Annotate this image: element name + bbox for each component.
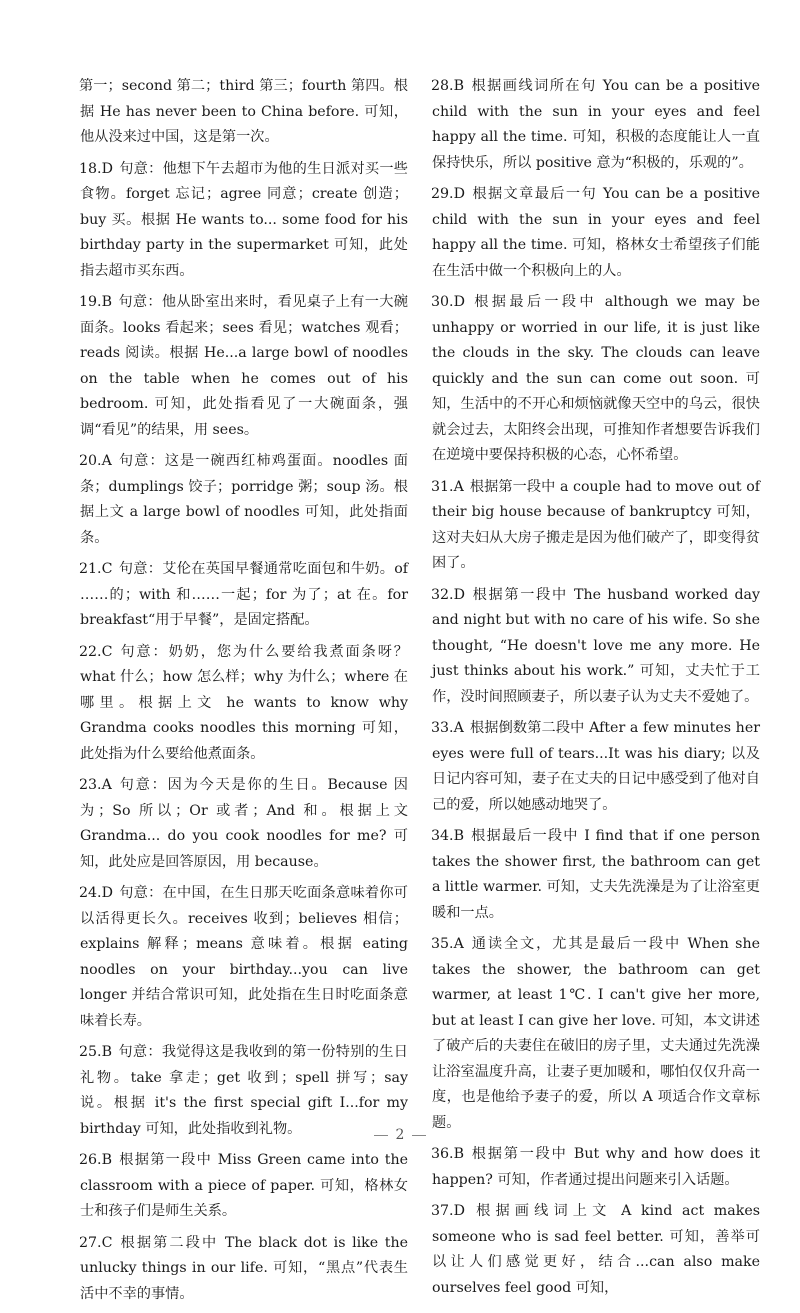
explanation-text: 根据第一段中 Miss Green came into the classroom with a piece of paper. 可知，格林女士和孩子们是师生关系。 xyxy=(80,1152,408,1219)
answer-letter: A xyxy=(453,478,464,495)
question-number: 27. xyxy=(79,1234,102,1251)
answer-entry xyxy=(432,824,760,926)
answer-entry xyxy=(80,1148,408,1225)
question-number: 30. xyxy=(431,294,454,310)
explanation-text: 句意：这是一碗西红柿鸡蛋面。noodles 面条；dumplings 饺子；porridge 粥；soup 汤。根据上文 a large bowl of noodles 可知，此处指面条。 xyxy=(80,453,408,546)
question-number: 21. xyxy=(79,561,102,577)
explanation-text: 根据倒数第二段中 After a few minutes her eyes were full of tears...It was his diary; 以及日记内容可知，妻子在丈夫的日记中感受到了他对自己的爱，所以她感动地哭了。 xyxy=(432,720,760,813)
question-number: 35. xyxy=(431,936,454,952)
page-number: 2 xyxy=(395,1127,405,1143)
explanation-text: 根据文章最后一句 You can be a positive child with the sun in your eyes and feel happy all the time. 可知，格林女士希望孩子们能在生活中做一个积极向上的人。 xyxy=(432,186,760,279)
explanation-text: 通读全文，尤其是最后一段中 When she takes the shower, the bathroom can get warmer, at least 1℃. I can't give her more, but at least I can give her love. 可知，本文讲述了破产后的夫妻住在破旧的房子里，丈夫通过先洗澡让浴室温度升高，让妻子更加暖和，哪怕仅仅升高一度，也是他给予妻子的爱，所以 A 项适合作文章标题。 xyxy=(432,936,760,1131)
answer-entry xyxy=(80,290,408,443)
question-number: 36. xyxy=(431,1146,454,1162)
explanation-text: 根据画线词所在句 You can be a positive child with the sun in your eyes and feel happy all the time. 可知，积极的态度能让人一直保持快乐，所以 positive 意为“积极的，乐观的”。 xyxy=(432,78,760,171)
explanation-text: 句意：艾伦在英国早餐通常吃面包和牛奶。of ……的；with 和……一起；for 为了；at 在。for breakfast“用于早餐”，是固定搭配。 xyxy=(80,561,408,628)
answer-entry xyxy=(80,881,408,1034)
answer-entry xyxy=(80,773,408,875)
answer-entry xyxy=(432,290,760,469)
question-number: 22. xyxy=(79,643,102,660)
question-number: 37. xyxy=(431,1203,454,1219)
answer-letter: A xyxy=(453,936,464,952)
explanation-text: 句意：在中国，在生日那天吃面条意味着你可以活得更长久。receives 收到；believes 相信；explains 解释；means 意味着。根据 eating noodles on your birthday...you can live longer 并结合常识可知，此处指在生日时吃面条意味着长寿。 xyxy=(80,885,408,1029)
answer-entry xyxy=(432,475,760,577)
answer-entry xyxy=(432,1142,760,1193)
answer-entry xyxy=(80,157,408,285)
answer-letter: A xyxy=(453,720,464,736)
question-number: 23. xyxy=(79,777,102,793)
answer-letter: B xyxy=(101,294,113,310)
answer-letter: D xyxy=(453,586,465,603)
question-number: 28. xyxy=(431,78,454,94)
answer-entry xyxy=(432,932,760,1136)
answer-entry xyxy=(80,74,408,151)
answer-entry xyxy=(432,182,760,284)
explanation-text: 根据第一段中 But why and how does it happen? 可知，作者通过提出问题来引入话题。 xyxy=(432,1146,760,1188)
page-footer xyxy=(0,1127,800,1143)
answer-letter: D xyxy=(101,885,113,901)
question-number: 25. xyxy=(79,1044,102,1060)
answer-letter: D xyxy=(453,1203,465,1219)
explanation-text: 句意：奶奶，您为什么要给我煮面条呀？what 什么；how 怎么样；why 为什么；where 在哪里。根据上文 he wants to know why Grandma cooks noodles this morning 可知，此处指为什么要给他煮面条。 xyxy=(80,643,408,762)
answer-entry xyxy=(432,716,760,818)
answer-letter: C xyxy=(101,561,113,577)
explanation-text: 根据第二段中 The black dot is like the unlucky things in our life. 可知，“黑点”代表生活中不幸的事情。 xyxy=(80,1234,408,1302)
explanation-text: 句意：因为今天是你的生日。Because 因为；So 所以；Or 或者；And 和。根据上文 Grandma... do you cook noodles for me? 可知，此处应是回答原因，用 because。 xyxy=(80,777,408,870)
question-number: 24. xyxy=(79,885,102,901)
explanation-text: 句意：我觉得这是我收到的第一份特别的生日礼物。take 拿走；get 收到；spell 拼写；say 说。根据 it's the first special gift I...for my birthday 可知，此处指收到礼物。 xyxy=(80,1044,408,1137)
question-number: 31. xyxy=(431,478,454,495)
question-number: 20. xyxy=(79,453,102,469)
explanation-text: 第一；second 第二；third 第三；fourth 第四。根据 He has never been to China before. 可知，他从没来过中国，这是第一次。 xyxy=(79,78,408,145)
footer-dash-left xyxy=(374,1135,388,1136)
answer-letter: B xyxy=(453,78,465,94)
answer-letter: A xyxy=(101,453,112,469)
answer-entry xyxy=(80,640,408,768)
answer-letter: B xyxy=(101,1044,113,1060)
question-number: 19. xyxy=(79,294,102,310)
explanation-text: 根据画线词上文 A kind act makes someone who is sad feel better. 可知，善举可以让人们感觉更好，结合...can also make ourselves feel good 可知， xyxy=(432,1203,760,1296)
answer-entry xyxy=(80,449,408,551)
answer-letter: B xyxy=(453,1146,465,1162)
question-number: 33. xyxy=(431,720,454,736)
answer-entry xyxy=(80,1231,408,1308)
question-number: 26. xyxy=(79,1152,102,1168)
explanation-text: 根据最后一段中 although we may be unhappy or worried in our life, it is just like the clouds in the sky. The clouds can leave quickly and the sun can come out soon. 可知，生活中的不开心和烦恼就像天空中的乌云，很快就会过去，太阳终会出现，可推知作者想要告诉我们在逆境中要保持积极的心态，心怀希望。 xyxy=(432,294,760,463)
answer-entry xyxy=(432,1199,760,1301)
footer-dash-right xyxy=(412,1135,426,1136)
answer-entry xyxy=(80,557,408,634)
answer-letter: C xyxy=(101,643,113,660)
right-column xyxy=(432,74,760,1307)
explanation-text: 根据第一段中 a couple had to move out of their big house because of bankruptcy 可知，这对夫妇从大房子搬走是因为他们破产了，即变得贫困了。 xyxy=(432,478,760,571)
explanation-text: 根据第一段中 The husband worked day and night but with no care of his wife. So she thought, “He doesn't love me any more. He just thinks about his work.” 可知，丈夫忙于工作，没时间照顾妻子，所以妻子认为丈夫不爱她了。 xyxy=(432,586,760,705)
answer-letter: D xyxy=(101,160,113,177)
answer-letter: B xyxy=(101,1152,113,1168)
question-number: 34. xyxy=(431,828,454,844)
explanation-text: 句意：他想下午去超市为他的生日派对买一些食物。forget 忘记；agree 同意；create 创造；buy 买。根据 He wants to... some food for his birthday party in the supermarket 可知，此处指去超市买东西。 xyxy=(80,160,408,279)
question-number: 29. xyxy=(431,186,454,202)
answer-entry xyxy=(432,74,760,176)
explanation-text: 句意：他从卧室出来时，看见桌子上有一大碗面条。looks 看起来；sees 看见；watches 观看；reads 阅读。根据 He...a large bowl of noodles on the table when he comes out of his bedroom. 可知，此处指看见了一大碗面条，强调“看见”的结果，用 sees。 xyxy=(80,294,408,438)
question-number: 18. xyxy=(79,160,102,177)
question-number: 32. xyxy=(431,586,454,603)
explanation-text: 根据最后一段中 I find that if one person takes the shower first, the bathroom can get a little warmer. 可知，丈夫先洗澡是为了让浴室更暖和一点。 xyxy=(432,828,760,921)
answer-entry xyxy=(432,583,760,711)
answer-letter: C xyxy=(101,1234,113,1251)
answer-letter: D xyxy=(453,186,465,202)
answer-letter: A xyxy=(101,777,112,793)
answer-letter: D xyxy=(453,294,465,310)
answer-letter: B xyxy=(453,828,465,844)
